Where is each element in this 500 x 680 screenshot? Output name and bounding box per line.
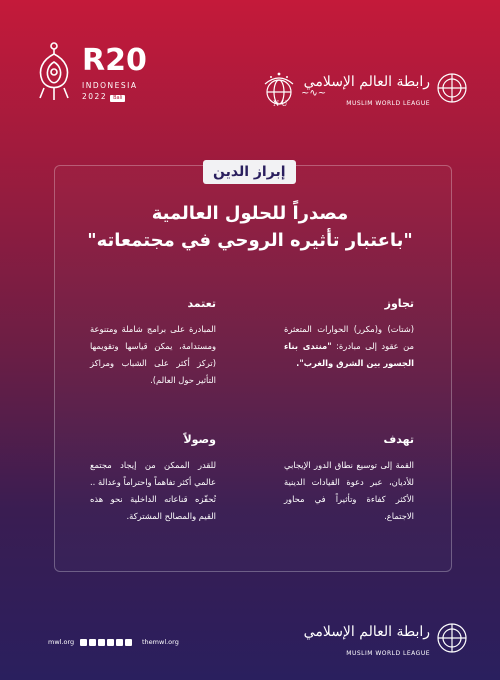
section-title: تجاوز bbox=[384, 297, 414, 310]
section-text: المبادرة على برامج شاملة ومتنوعة ومستدامة، يمكن قياسها وتقويمها (تركز أكثر على الشباب ومراكز التأثير حول العالم). bbox=[90, 324, 216, 385]
mwl-english-name: MUSLIM WORLD LEAGUE bbox=[346, 650, 430, 657]
mwl-seal-icon bbox=[436, 622, 468, 654]
section-wusulan bbox=[90, 433, 216, 525]
mwl-english-name: MUSLIM WORLD LEAGUE bbox=[346, 100, 430, 107]
section-text: القمة إلى توسيع نطاق الدور الإيجابي للأديان، عبر دعوة القيادات الدينية الأكثر كفاءة وتأثيراً في محاور الاجتماع. bbox=[284, 460, 414, 521]
section-text: للقدر الممكن من إيجاد مجتمع عالمي أكثر تفاهماً واحتراماً وعدالة .. تُحفّزه قناعاته الداخلية نحو هذه القيم والمصالح المشتركة. bbox=[90, 460, 216, 521]
footer-social bbox=[48, 638, 132, 646]
linkedin-icon[interactable] bbox=[116, 639, 123, 646]
r20-badge: Bali bbox=[110, 95, 125, 102]
svg-text:~∿~: ~∿~ bbox=[301, 88, 327, 99]
nu-label: N U bbox=[273, 100, 288, 108]
section-title-pill: إبراز الدين bbox=[203, 160, 296, 184]
section-title: تعتمد bbox=[187, 297, 216, 310]
headline bbox=[70, 200, 430, 254]
section-text-bold: "منتدى بناء الجسور بين الشرق والغرب". bbox=[284, 341, 414, 368]
footer bbox=[0, 610, 500, 680]
youtube-icon[interactable] bbox=[107, 639, 114, 646]
section-text-plain: (شتات) و(مكرر) الحوارات المتعثرة من عقود إلى مبادرة: bbox=[284, 324, 414, 351]
section-title: وصولاً bbox=[183, 433, 216, 446]
r20-year: 2022 bbox=[82, 92, 108, 101]
footer-mid-url[interactable]: themwl.org bbox=[142, 638, 179, 646]
mwl-logo-footer bbox=[303, 622, 470, 664]
section-taatamid bbox=[90, 297, 216, 389]
headline-line-2: "باعتبار تأثيره الروحي في مجتمعاته" bbox=[87, 230, 413, 251]
mwl-seal-icon bbox=[436, 72, 468, 104]
snapchat-icon[interactable] bbox=[125, 639, 132, 646]
r20-country: INDONESIA bbox=[82, 81, 138, 90]
footer-left-url[interactable]: mwl.org bbox=[48, 638, 75, 646]
mwl-arabic-name: رابطة العالم الإسلامي bbox=[303, 624, 430, 640]
r20-title: R20 bbox=[82, 43, 147, 78]
mwl-logo-header bbox=[303, 72, 470, 117]
r20-logo bbox=[34, 40, 204, 120]
facebook-icon[interactable] bbox=[89, 639, 96, 646]
r20-year-line bbox=[82, 93, 125, 102]
instagram-icon[interactable] bbox=[98, 639, 105, 646]
section-title: تهدف bbox=[383, 433, 414, 446]
header bbox=[0, 0, 500, 135]
social-icons bbox=[80, 639, 132, 646]
section-tajawuz bbox=[284, 297, 414, 372]
mwl-arabic-name: رابطة العالم الإسلامي bbox=[303, 74, 430, 90]
r20-emblem-icon bbox=[34, 40, 74, 102]
twitter-icon[interactable] bbox=[80, 639, 87, 646]
headline-line-1: مصدراً للحلول العالمية bbox=[151, 203, 349, 224]
section-text bbox=[284, 321, 414, 372]
section-tahdif bbox=[284, 433, 414, 525]
